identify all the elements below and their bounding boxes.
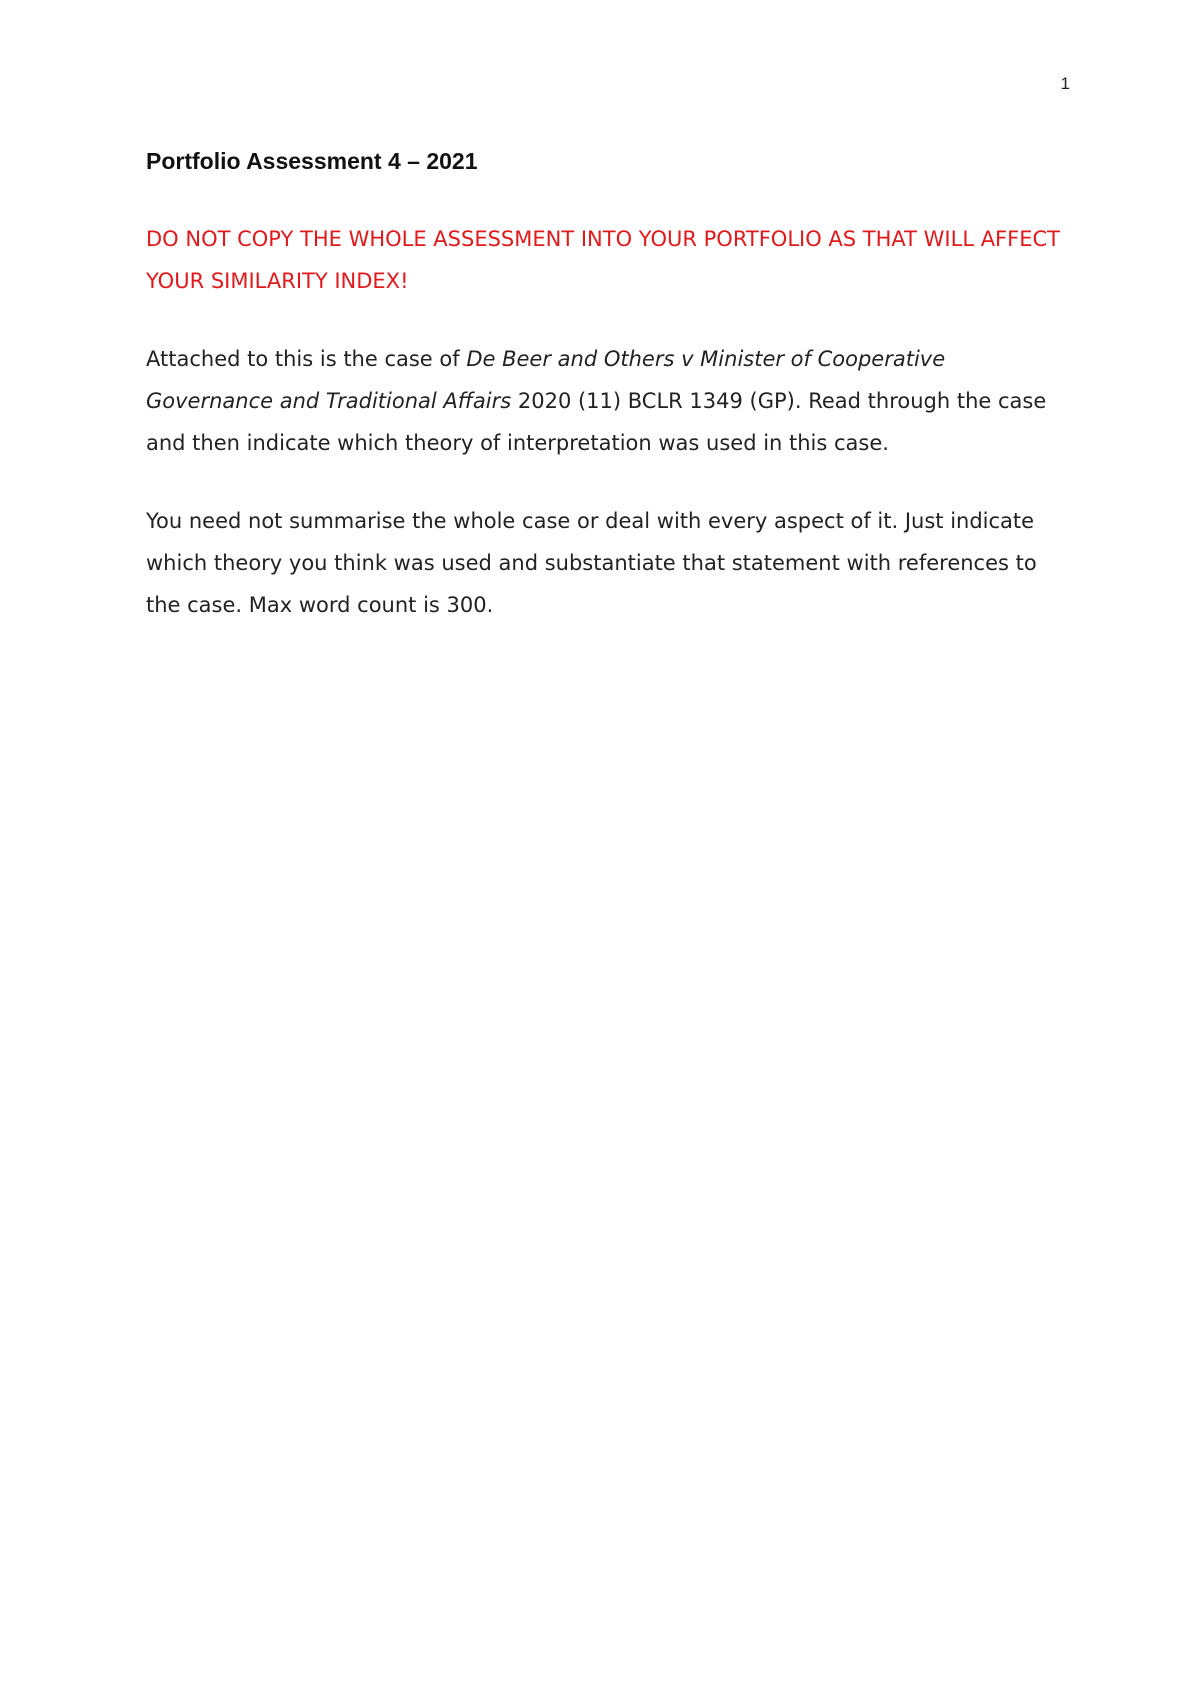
document-title: Portfolio Assessment 4 – 2021	[146, 148, 478, 174]
paragraph-instructions: You need not summarise the whole case or deal with every aspect of it. Just indicate which theory you think was used and substantiate that statement with references to the case. Max word count is 300.	[146, 509, 1037, 617]
case-name: De Beer and Others v Minister of Cooperative Governance and Traditional Affairs	[146, 347, 946, 413]
paragraph-rest-text: 2020 (11) BCLR 1349 (GP). Read through the case and then indicate which theory of interpretation was used in this case.	[146, 389, 1047, 455]
warning-notice: DO NOT COPY THE WHOLE ASSESSMENT INTO YOUR PORTFOLIO AS THAT WILL AFFECT YOUR SIMILARITY INDEX!	[146, 227, 1060, 293]
paragraph-intro-text: Attached to this is the case of	[146, 347, 467, 371]
page-number: 1	[1060, 74, 1070, 93]
paragraph-case-reference	[146, 338, 1068, 464]
document-body	[146, 140, 1068, 626]
